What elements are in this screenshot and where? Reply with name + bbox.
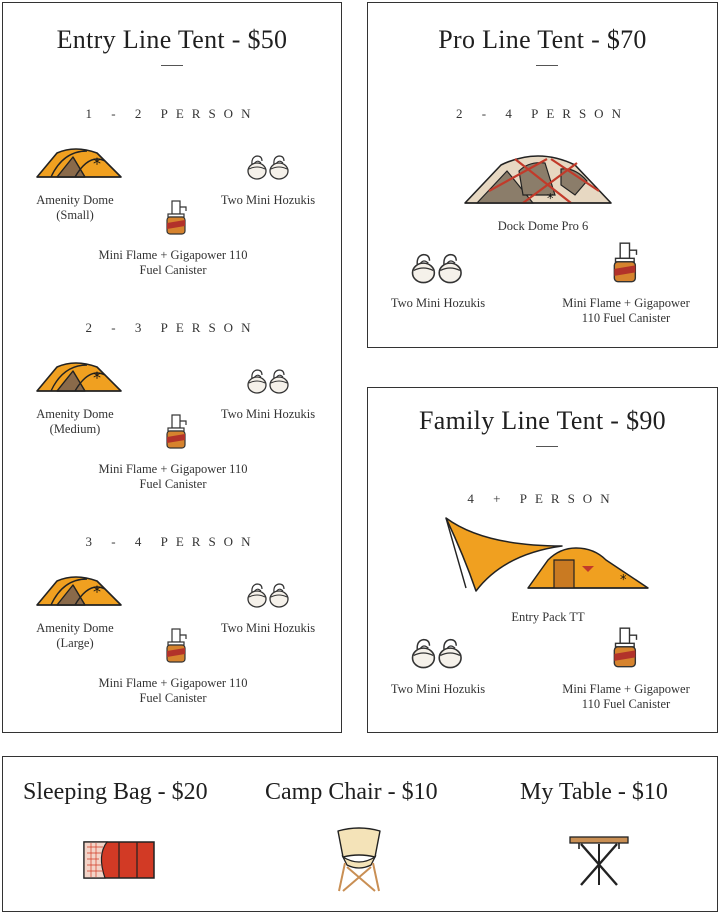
- flame-label-2: 110 Fuel Canister: [581, 697, 671, 711]
- pro-line-title: Pro Line Tent - $70: [438, 25, 647, 54]
- tent-size: (Small): [56, 208, 94, 222]
- tent-name: Amenity Dome: [36, 407, 114, 421]
- stove-canister-icon: [165, 201, 189, 235]
- dome-tent-icon: [35, 361, 125, 395]
- tunnel-tent-tarp-icon: [444, 516, 650, 591]
- stove-canister-icon: [612, 243, 640, 283]
- flame-label-2: Fuel Canister: [139, 477, 207, 491]
- tent-name: Amenity Dome: [36, 621, 114, 635]
- hozuki-label: Two Mini Hozukis: [220, 193, 316, 207]
- sleeping-bag-title: Sleeping Bag - $20: [23, 779, 208, 805]
- entry-line-title: Entry Line Tent - $50: [56, 25, 288, 54]
- hozuki-label: Two Mini Hozukis: [390, 682, 486, 696]
- title-divider: [161, 65, 183, 66]
- camp-chair-icon: [335, 827, 383, 893]
- title-divider: [536, 446, 558, 447]
- flame-label: Mini Flame + Gigapower: [562, 296, 690, 310]
- svg-text:*: *: [547, 192, 554, 207]
- flame-label: Mini Flame + Gigapower: [562, 682, 690, 696]
- entry-line-panel: [2, 2, 342, 733]
- tent-name: Amenity Dome: [36, 193, 114, 207]
- svg-text:*: *: [620, 573, 627, 588]
- tent-name: Entry Pack TT: [511, 610, 585, 624]
- extras-panel: [2, 756, 718, 912]
- hozuki-label: Two Mini Hozukis: [220, 407, 316, 421]
- hozuki-label: Two Mini Hozukis: [390, 296, 486, 310]
- dome-tent-icon: [35, 147, 125, 181]
- sleeping-bag-icon: [83, 841, 155, 879]
- section-heading: 3 - 4 PERSON: [85, 534, 259, 549]
- lantern-pair-icon: [247, 367, 291, 395]
- tent-size: (Large): [56, 636, 94, 650]
- stove-canister-icon: [612, 628, 640, 668]
- flame-label-2: Fuel Canister: [139, 263, 207, 277]
- camp-chair-title: Camp Chair - $10: [265, 779, 438, 805]
- my-table-title: My Table - $10: [520, 779, 668, 805]
- family-line-title: Family Line Tent - $90: [419, 406, 666, 435]
- lantern-pair-icon: [408, 636, 468, 670]
- pro-line-panel: [367, 2, 718, 348]
- stove-canister-icon: [165, 415, 189, 449]
- flame-label-2: Fuel Canister: [139, 691, 207, 705]
- section-heading: 1 - 2 PERSON: [85, 106, 259, 121]
- dome-tent-icon: [35, 575, 125, 609]
- family-line-panel: [367, 387, 718, 733]
- flame-label: Mini Flame + Gigapower 110: [98, 248, 248, 262]
- lantern-pair-icon: [247, 581, 291, 609]
- section-heading: 4 + PERSON: [467, 491, 618, 506]
- stove-canister-icon: [165, 629, 189, 663]
- tent-name: Dock Dome Pro 6: [497, 219, 589, 233]
- flame-label-2: 110 Fuel Canister: [581, 311, 671, 325]
- tent-size: (Medium): [49, 422, 101, 436]
- lantern-pair-icon: [247, 153, 291, 181]
- title-divider: [536, 65, 558, 66]
- section-heading: 2 - 4 PERSON: [456, 106, 629, 121]
- section-heading: 2 - 3 PERSON: [85, 320, 259, 335]
- lantern-pair-icon: [408, 251, 468, 285]
- flame-label: Mini Flame + Gigapower 110: [98, 462, 248, 476]
- folding-table-icon: [569, 835, 629, 887]
- hozuki-label: Two Mini Hozukis: [220, 621, 316, 635]
- flame-label: Mini Flame + Gigapower 110: [98, 676, 248, 690]
- dock-dome-tent-icon: [463, 151, 613, 207]
